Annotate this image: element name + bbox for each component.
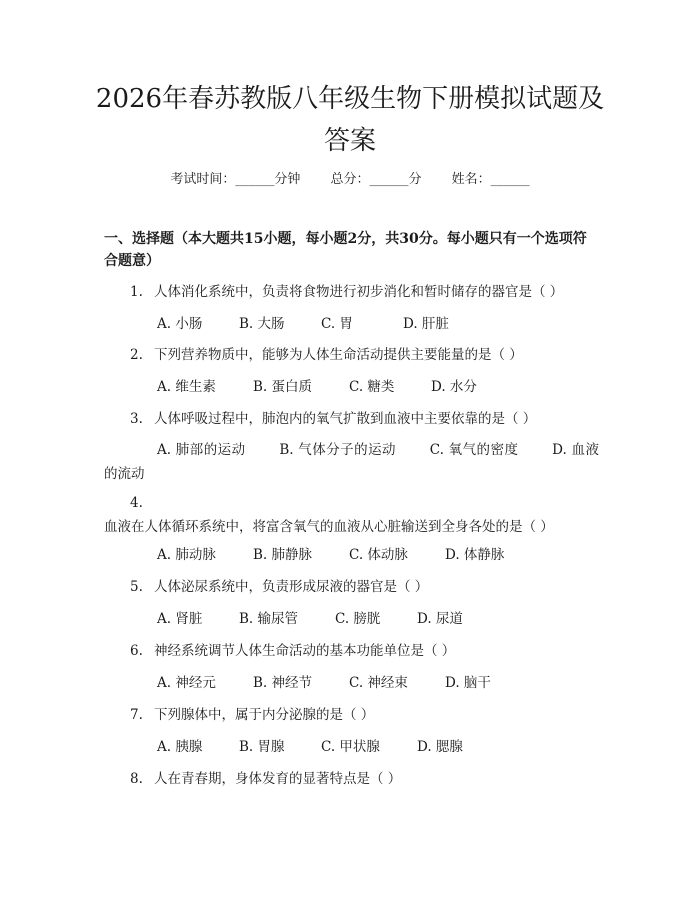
option-d: D. 血液的流动 (104, 442, 599, 482)
question-number: 5. (130, 579, 143, 595)
question-4-options (157, 543, 504, 567)
question-2 (104, 343, 599, 367)
question-5-options (157, 607, 463, 631)
section-heading: 一、选择题（本大题共15小题，每小题2分，共30分。每小题只有一个选项符合题意） (104, 231, 587, 269)
question-2-options (157, 375, 477, 399)
option-c: C. 神经束 (349, 675, 408, 691)
question-6-options (157, 671, 491, 695)
question-number: 7. (130, 707, 143, 723)
student-name: 姓名：______ (451, 172, 530, 187)
option-b: B. 肺静脉 (253, 547, 313, 563)
question-5 (104, 575, 599, 599)
option-d: D. 肝脏 (403, 316, 449, 332)
option-b: B. 神经节 (253, 675, 313, 691)
option-c: C. 甲状腺 (321, 739, 380, 755)
question-number: 2. (130, 347, 143, 363)
option-a: A. 肺动脉 (157, 547, 216, 563)
option-c: C. 体动脉 (349, 547, 408, 563)
question-7-options (157, 735, 463, 759)
exam-meta (0, 168, 700, 187)
question-3 (104, 407, 599, 431)
option-b: B. 输尿管 (239, 611, 299, 627)
option-c: C. 氧气的密度 (429, 442, 519, 458)
option-b: B. 蛋白质 (253, 379, 313, 395)
question-7 (104, 703, 599, 727)
option-b: B. 大肠 (239, 316, 285, 332)
option-c: C. 膀胱 (335, 611, 381, 627)
question-text: 下列腺体中，属于内分泌腺的是（ ） (154, 707, 375, 723)
question-8 (104, 767, 599, 791)
question-text: 人在青春期，身体发育的显著特点是（ ） (154, 771, 402, 787)
question-1 (104, 280, 599, 304)
question-number: 3. (130, 411, 143, 427)
option-a: A. 肾脏 (157, 611, 203, 627)
question-number: 6. (130, 643, 143, 659)
option-d: D. 尿道 (417, 611, 463, 627)
page-title: 2026年春苏教版八年级生物下册模拟试题及答案 (95, 84, 605, 156)
question-text: 人体泌尿系统中，负责形成尿液的器官是（ ） (154, 579, 429, 595)
exam-time: 考试时间：______分钟 (170, 172, 301, 187)
option-c: C. 糖类 (349, 379, 395, 395)
question-text: 下列营养物质中，能够为人体生命活动提供主要能量的是（ ） (154, 347, 523, 363)
option-d: D. 腮腺 (417, 739, 463, 755)
question-number: 8. (130, 771, 143, 787)
option-a: A. 小肠 (157, 316, 203, 332)
question-3-options (104, 438, 599, 486)
option-d: D. 脑干 (445, 675, 491, 691)
option-b: B. 胃腺 (239, 739, 285, 755)
option-a: A. 神经元 (157, 675, 216, 691)
option-c: C. 胃 (321, 316, 353, 332)
question-6 (104, 639, 599, 663)
question-text: 人体呼吸过程中，肺泡内的氧气扩散到血液中主要依靠的是（ ） (154, 411, 537, 427)
option-d: D. 体静脉 (445, 547, 505, 563)
option-a: A. 肺部的运动 (157, 442, 246, 458)
option-b: B. 气体分子的运动 (279, 442, 396, 458)
exam-total-score: 总分：______分 (330, 172, 422, 187)
question-4 (104, 491, 599, 539)
question-number: 4. (130, 495, 143, 511)
option-d: D. 水分 (431, 379, 477, 395)
question-text: 人体消化系统中，负责将食物进行初步消化和暂时储存的器官是（ ） (154, 284, 564, 300)
question-text: 血液在人体循环系统中，将富含氧气的血液从心脏输送到全身各处的是（ ） (104, 519, 554, 535)
question-1-options (157, 312, 449, 336)
option-a: A. 胰腺 (157, 739, 203, 755)
option-a: A. 维生素 (157, 379, 216, 395)
question-text: 神经系统调节人体生命活动的基本功能单位是（ ） (154, 643, 456, 659)
question-number: 1. (130, 284, 143, 300)
